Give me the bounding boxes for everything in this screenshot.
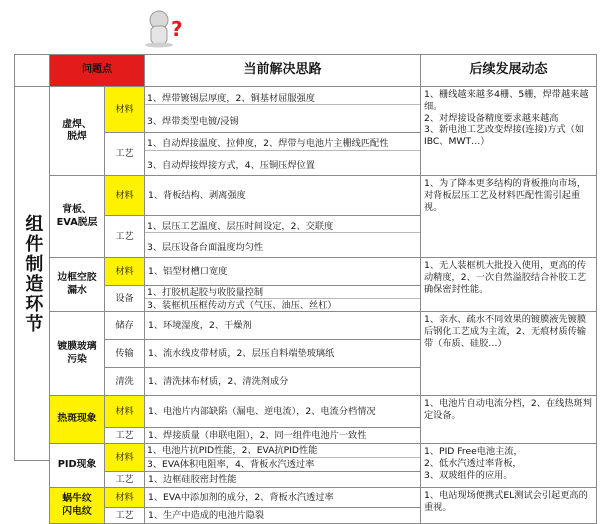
solution-item: 1、铝型材槽口宽度 [144, 257, 421, 286]
category-process: 工艺 [104, 215, 145, 258]
solution-item: 1、电池片抗PID性能，2、EVA抗PID性能 [145, 444, 420, 458]
solution-lines [144, 86, 421, 133]
blank-corner-cell [14, 54, 50, 87]
solution-item: 1、焊接质量（串联电阻），2、同一组件电池片一致性 [144, 427, 421, 444]
solution-lines [144, 215, 421, 258]
category-transport: 传输 [104, 339, 145, 368]
category-material: 材料 [104, 175, 145, 216]
solution-item: 3、层压设备台面温度均匀性 [147, 241, 264, 253]
section-label-cell [14, 86, 50, 461]
category-material: 材料 [104, 443, 145, 472]
topic-frame-glue-leak: 边框空胶 漏水 [49, 257, 105, 312]
solution-item: 1、电池片内部缺陷（漏电、逆电流），2、电流分档情况 [144, 395, 421, 428]
future-pid: 1、PID Free电池主流， 2、低水汽透过率背板， 3、双玻组件的应用。 [420, 443, 597, 488]
future-frame: 1、无人装框机大批投入使用，更高的传动精度，2、一次自然溢胶结合补胶工艺确保密封性能。 [420, 257, 597, 312]
future-snail-trail: 1、电站现场便携式EL测试会引起更高的重视。 [420, 487, 597, 524]
solution-item: 1、自动焊接温度、拉伸度，2、焊带与电池片主栅线匹配性 [145, 137, 420, 151]
category-process: 工艺 [104, 471, 145, 488]
future-trend-header: 后续发展动态 [420, 54, 597, 87]
solution-item: 1、生产中造成的电池片隐裂 [144, 507, 421, 524]
solution-lines [144, 443, 421, 472]
solution-lines [144, 285, 421, 312]
solution-item: 1、EVA中添加剂的成分，2、背板水汽透过率 [144, 487, 421, 508]
topic-hot-spot: 热斑现象 [49, 395, 105, 444]
solution-item: 1、焊带镀锡层厚度，2、铜基材屈服强度 [145, 92, 420, 106]
solution-item: 1、边框硅胶密封性能 [144, 471, 421, 488]
category-material: 材料 [104, 257, 145, 286]
category-storage: 储存 [104, 311, 145, 340]
solution-item: 3、自动焊接焊接方式，4、压铜压焊位置 [147, 159, 315, 171]
issue-header: 问题点 [49, 54, 145, 87]
solution-item: 1、流水线皮带材质，2、层压自料端垫玻璃纸 [144, 339, 421, 368]
question-mascot-icon [141, 8, 185, 48]
topic-pid: PID现象 [49, 443, 105, 488]
solution-lines [144, 132, 421, 176]
category-equipment: 设备 [104, 285, 145, 312]
category-process: 工艺 [104, 132, 145, 176]
solution-item: 3、EVA体积电阻率，4、背板水汽透过率 [147, 459, 315, 471]
topic-coated-glass-pollution: 镀膜玻璃 污染 [49, 311, 105, 396]
current-solution-header: 当前解决思路 [144, 54, 421, 87]
solution-item: 1、打胶机起胶与收胶量控制 [145, 286, 420, 299]
category-cleaning: 清洗 [104, 367, 145, 396]
section-title: 组件制造环节 [22, 213, 44, 334]
future-glass: 1、亲水、疏水不同效果的镀膜液先镀膜后钢化工艺成为主流，2、无痕材质传输带（布质、硅胶…） [420, 311, 597, 396]
category-material: 材料 [104, 86, 145, 133]
topic-backsheet-delamination: 背板、 EVA脱层 [49, 175, 105, 258]
svg-text:?: ? [171, 17, 183, 41]
future-virtual-welding: 1、栅线越来越多4栅、5栅，焊带越来越细。 2、对焊接设备精度要求越来越高 3、新电池工艺改变焊接(连接)方式（如IBC、MWT…） [420, 86, 597, 176]
topic-snail-trail: 蜗牛纹 闪电纹 [49, 487, 105, 524]
category-process: 工艺 [104, 507, 145, 524]
lower-rows [49, 395, 597, 521]
topic-virtual-welding: 虚焊、 脱焊 [49, 86, 105, 176]
category-material: 材料 [104, 395, 145, 428]
category-material: 材料 [104, 487, 145, 508]
future-backsheet: 1、为了降本更多结构的背板推向市场，对背板层压工艺及材料匹配性需引起重视。 [420, 175, 597, 258]
solution-item: 3、焊带类型电镀/浸锡 [147, 115, 239, 127]
solution-item: 1、背板结构、剥离强度 [144, 175, 421, 216]
solution-item: 1、层压工艺温度、层压时间设定，2、交联度 [145, 220, 420, 234]
solution-item: 3、装框机压框传动方式（气压、油压、丝杠） [147, 300, 337, 311]
future-hot-spot: 1、电池片自动电流分档，2、在线热斑判定设备。 [420, 395, 597, 444]
category-process: 工艺 [104, 427, 145, 444]
solution-item: 1、环境湿度，2、干燥剂 [144, 311, 421, 340]
component-manufacturing-table [14, 54, 596, 521]
solution-item: 1、清洗抹布材质，2、清洗剂成分 [144, 367, 421, 396]
